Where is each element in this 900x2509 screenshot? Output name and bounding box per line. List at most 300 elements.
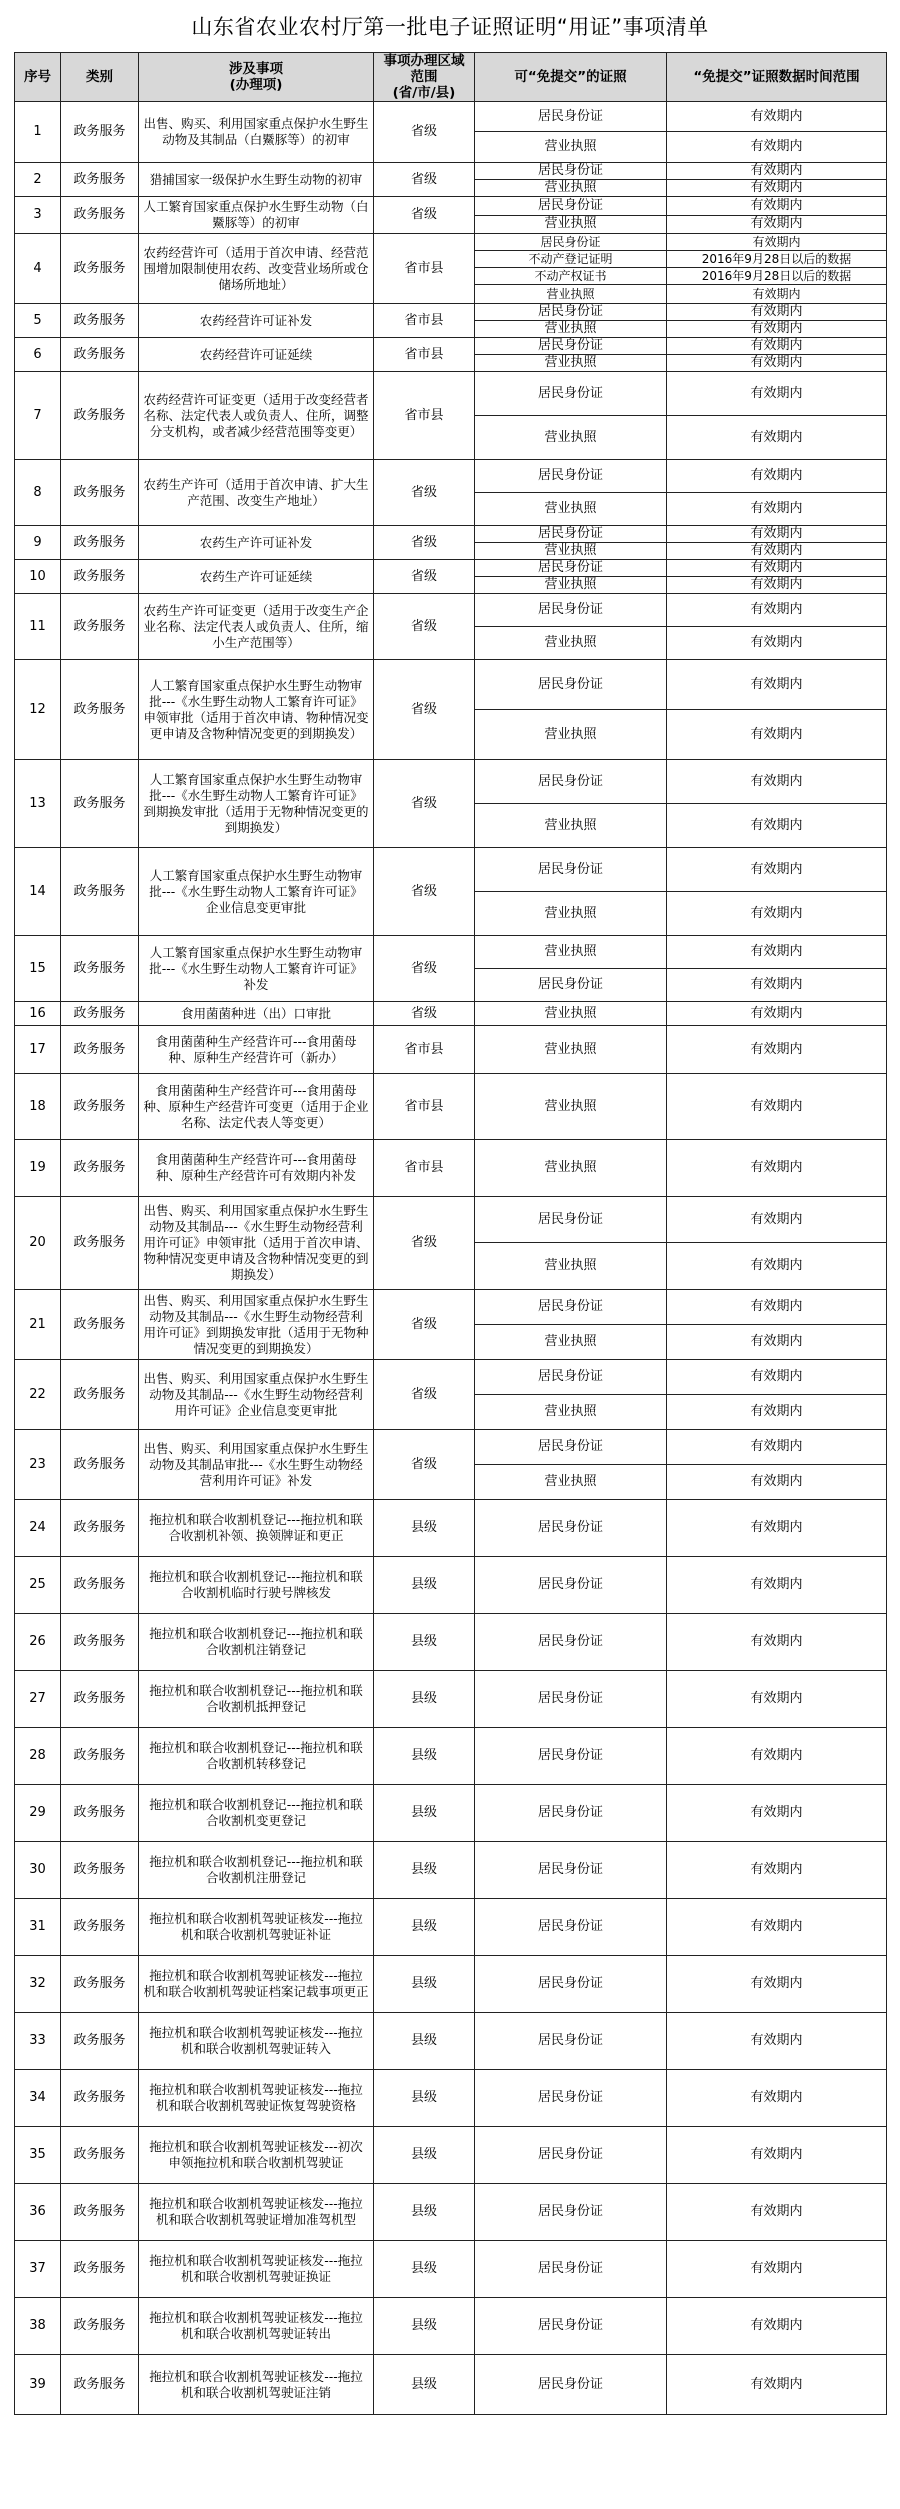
cert-scope: 有效期内 [667, 1500, 887, 1557]
table-row [15, 848, 887, 892]
cert-scope: 有效期内 [667, 2013, 887, 2070]
table-row [15, 163, 887, 180]
table-row [15, 234, 887, 251]
table-row [15, 760, 887, 804]
cert-scope: 有效期内 [667, 338, 887, 355]
row-region: 省级 [374, 560, 475, 594]
row-region: 省市县 [374, 1026, 475, 1074]
row-category: 政务服务 [61, 1899, 139, 1956]
row-item: 拖拉机和联合收割机登记---拖拉机和联合收割机临时行驶号牌核发 [139, 1557, 374, 1614]
row-number: 36 [15, 2184, 61, 2241]
row-region: 省市县 [374, 372, 475, 460]
table-row [15, 1140, 887, 1197]
cert-name: 居民身份证 [475, 2070, 667, 2127]
row-number: 7 [15, 372, 61, 460]
cert-name: 居民身份证 [475, 969, 667, 1002]
cert-name: 营业执照 [475, 543, 667, 560]
cert-name: 居民身份证 [475, 1500, 667, 1557]
table-row [15, 338, 887, 355]
row-item: 出售、购买、利用国家重点保护水生野生动物及其制品---《水生野生动物经营利用许可证》申领审批（适用于首次申请、物种情况变更申请及含物种情况变更的到期换发） [139, 1197, 374, 1290]
row-item: 人工繁育国家重点保护水生野生动物审批---《水生野生动物人工繁育许可证》补发 [139, 936, 374, 1002]
row-item: 农药经营许可（适用于首次申请、经营范围增加限制使用农药、改变营业场所或仓储场所地址） [139, 234, 374, 304]
cert-name: 居民身份证 [475, 2241, 667, 2298]
row-region: 省级 [374, 1360, 475, 1430]
cert-name: 营业执照 [475, 355, 667, 372]
row-item: 食用菌菌种生产经营许可---食用菌母种、原种生产经营许可变更（适用于企业名称、法定代表人等变更） [139, 1074, 374, 1140]
row-number: 34 [15, 2070, 61, 2127]
cert-scope: 有效期内 [667, 526, 887, 543]
cert-scope: 有效期内 [667, 197, 887, 216]
cert-name: 不动产权证书 [475, 268, 667, 285]
row-region: 省级 [374, 1290, 475, 1360]
row-region: 省级 [374, 1002, 475, 1026]
cert-name: 居民身份证 [475, 1842, 667, 1899]
cert-scope: 有效期内 [667, 1325, 887, 1360]
item-table [14, 52, 887, 2415]
row-item: 食用菌菌种进（出）口审批 [139, 1002, 374, 1026]
cert-name: 居民身份证 [475, 1785, 667, 1842]
row-category: 政务服务 [61, 2184, 139, 2241]
row-category: 政务服务 [61, 197, 139, 234]
cert-name: 居民身份证 [475, 304, 667, 321]
table-row [15, 1360, 887, 1395]
table-row [15, 2184, 887, 2241]
row-number: 10 [15, 560, 61, 594]
row-category: 政务服务 [61, 848, 139, 936]
row-number: 15 [15, 936, 61, 1002]
cert-name: 居民身份证 [475, 660, 667, 710]
cert-name: 营业执照 [475, 1074, 667, 1140]
table-row [15, 1500, 887, 1557]
cert-scope: 有效期内 [667, 2127, 887, 2184]
cert-name: 营业执照 [475, 132, 667, 163]
row-item: 出售、购买、利用国家重点保护水生野生动物及其制品审批---《水生野生动物经营利用许可证》补发 [139, 1430, 374, 1500]
row-item: 拖拉机和联合收割机驾驶证核发---拖拉机和联合收割机驾驶证换证 [139, 2241, 374, 2298]
row-region: 省级 [374, 460, 475, 526]
row-number: 33 [15, 2013, 61, 2070]
row-category: 政务服务 [61, 1785, 139, 1842]
row-item: 出售、购买、利用国家重点保护水生野生动物及其制品（白鱀豚等）的初审 [139, 102, 374, 163]
cert-scope: 有效期内 [667, 760, 887, 804]
cert-scope: 有效期内 [667, 1728, 887, 1785]
cert-scope: 有效期内 [667, 848, 887, 892]
table-row [15, 594, 887, 627]
cert-scope: 有效期内 [667, 2241, 887, 2298]
cert-scope: 有效期内 [667, 1290, 887, 1325]
row-item: 人工繁育国家重点保护水生野生动物审批---《水生野生动物人工繁育许可证》到期换发审批（适用于无物种情况变更的到期换发） [139, 760, 374, 848]
row-region: 省级 [374, 526, 475, 560]
table-row [15, 526, 887, 543]
row-item: 农药经营许可证补发 [139, 304, 374, 338]
row-item: 拖拉机和联合收割机驾驶证核发---拖拉机和联合收割机驾驶证转入 [139, 2013, 374, 2070]
row-category: 政务服务 [61, 760, 139, 848]
row-category: 政务服务 [61, 1360, 139, 1430]
row-category: 政务服务 [61, 936, 139, 1002]
cert-name: 营业执照 [475, 710, 667, 760]
cert-name: 营业执照 [475, 215, 667, 234]
table-row [15, 460, 887, 493]
cert-name: 营业执照 [475, 180, 667, 197]
cert-name: 居民身份证 [475, 1557, 667, 1614]
table-row [15, 2013, 887, 2070]
row-region: 省级 [374, 1430, 475, 1500]
table-row [15, 1785, 887, 1842]
table-row [15, 2355, 887, 2415]
table-row [15, 1074, 887, 1140]
row-category: 政务服务 [61, 1140, 139, 1197]
cert-scope: 有效期内 [667, 594, 887, 627]
row-region: 县级 [374, 2013, 475, 2070]
cert-name: 居民身份证 [475, 1197, 667, 1243]
cert-name: 居民身份证 [475, 372, 667, 416]
cert-name: 居民身份证 [475, 163, 667, 180]
cert-scope: 2016年9月28日以后的数据 [667, 268, 887, 285]
row-item: 猎捕国家一级保护水生野生动物的初审 [139, 163, 374, 197]
cert-scope: 有效期内 [667, 2070, 887, 2127]
cert-scope: 有效期内 [667, 1557, 887, 1614]
row-category: 政务服务 [61, 2355, 139, 2415]
cert-name: 营业执照 [475, 416, 667, 460]
cert-name: 营业执照 [475, 1243, 667, 1290]
table-row [15, 1956, 887, 2013]
table-row [15, 1899, 887, 1956]
row-item: 出售、购买、利用国家重点保护水生野生动物及其制品---《水生野生动物经营利用许可证》企业信息变更审批 [139, 1360, 374, 1430]
cert-scope: 有效期内 [667, 560, 887, 577]
table-row [15, 2127, 887, 2184]
row-number: 39 [15, 2355, 61, 2415]
row-item: 农药生产许可证补发 [139, 526, 374, 560]
cert-name: 居民身份证 [475, 594, 667, 627]
row-category: 政务服务 [61, 460, 139, 526]
header-category: 类别 [61, 53, 139, 102]
cert-name: 居民身份证 [475, 1614, 667, 1671]
cert-name: 营业执照 [475, 577, 667, 594]
cert-name: 营业执照 [475, 1395, 667, 1430]
row-number: 30 [15, 1842, 61, 1899]
row-item: 人工繁育国家重点保护水生野生动物审批---《水生野生动物人工繁育许可证》申领审批（适用于首次申请、物种情况变更申请及含物种情况变更的到期换发） [139, 660, 374, 760]
table-row [15, 936, 887, 969]
row-category: 政务服务 [61, 338, 139, 372]
row-item: 农药生产许可证变更（适用于改变生产企业名称、法定代表人或负责人、住所，缩小生产范围等） [139, 594, 374, 660]
row-item: 拖拉机和联合收割机登记---拖拉机和联合收割机转移登记 [139, 1728, 374, 1785]
row-number: 38 [15, 2298, 61, 2355]
row-region: 省级 [374, 197, 475, 234]
row-number: 4 [15, 234, 61, 304]
row-number: 22 [15, 1360, 61, 1430]
cert-scope: 有效期内 [667, 493, 887, 526]
row-item: 食用菌菌种生产经营许可---食用菌母种、原种生产经营许可有效期内补发 [139, 1140, 374, 1197]
cert-name: 营业执照 [475, 1325, 667, 1360]
cert-scope: 有效期内 [667, 355, 887, 372]
cert-name: 居民身份证 [475, 234, 667, 251]
row-category: 政务服务 [61, 1614, 139, 1671]
row-number: 31 [15, 1899, 61, 1956]
row-number: 1 [15, 102, 61, 163]
cert-scope: 有效期内 [667, 804, 887, 848]
cert-name: 居民身份证 [475, 560, 667, 577]
row-number: 24 [15, 1500, 61, 1557]
row-category: 政务服务 [61, 660, 139, 760]
row-item: 拖拉机和联合收割机驾驶证核发---拖拉机和联合收割机驾驶证恢复驾驶资格 [139, 2070, 374, 2127]
table-wrapper [14, 52, 886, 2415]
table-row [15, 1430, 887, 1465]
row-number: 12 [15, 660, 61, 760]
row-category: 政务服务 [61, 372, 139, 460]
cert-scope: 有效期内 [667, 234, 887, 251]
cert-name: 居民身份证 [475, 1360, 667, 1395]
row-category: 政务服务 [61, 526, 139, 560]
header-item: 涉及事项 (办理项) [139, 53, 374, 102]
row-item: 农药经营许可证延续 [139, 338, 374, 372]
cert-name: 营业执照 [475, 1465, 667, 1500]
row-item: 农药经营许可证变更（适用于改变经营者名称、法定代表人或负责人、住所，调整分支机构，或者减少经营范围等变更） [139, 372, 374, 460]
cert-scope: 有效期内 [667, 1002, 887, 1026]
row-category: 政务服务 [61, 1002, 139, 1026]
table-row [15, 2070, 887, 2127]
header-cert: 可“免提交”的证照 [475, 53, 667, 102]
table-body [15, 102, 887, 2415]
row-region: 县级 [374, 2241, 475, 2298]
cert-name: 营业执照 [475, 493, 667, 526]
row-number: 6 [15, 338, 61, 372]
row-item: 人工繁育国家重点保护水生野生动物（白鱀豚等）的初审 [139, 197, 374, 234]
row-number: 14 [15, 848, 61, 936]
row-number: 25 [15, 1557, 61, 1614]
row-number: 17 [15, 1026, 61, 1074]
row-category: 政务服务 [61, 1290, 139, 1360]
row-item: 人工繁育国家重点保护水生野生动物审批---《水生野生动物人工繁育许可证》企业信息变更审批 [139, 848, 374, 936]
row-category: 政务服务 [61, 594, 139, 660]
row-region: 县级 [374, 1671, 475, 1728]
cert-scope: 有效期内 [667, 1614, 887, 1671]
row-category: 政务服务 [61, 1500, 139, 1557]
row-region: 县级 [374, 1956, 475, 2013]
table-row [15, 2298, 887, 2355]
cert-scope: 有效期内 [667, 2355, 887, 2415]
cert-scope: 有效期内 [667, 577, 887, 594]
table-row [15, 1842, 887, 1899]
row-item: 食用菌菌种生产经营许可---食用菌母种、原种生产经营许可（新办） [139, 1026, 374, 1074]
row-region: 县级 [374, 2127, 475, 2184]
row-region: 县级 [374, 2184, 475, 2241]
table-row [15, 304, 887, 321]
row-region: 省市县 [374, 1074, 475, 1140]
table-row [15, 1728, 887, 1785]
row-item: 拖拉机和联合收割机登记---拖拉机和联合收割机变更登记 [139, 1785, 374, 1842]
cert-name: 不动产登记证明 [475, 251, 667, 268]
row-number: 21 [15, 1290, 61, 1360]
row-item: 拖拉机和联合收割机登记---拖拉机和联合收割机抵押登记 [139, 1671, 374, 1728]
cert-scope: 有效期内 [667, 2298, 887, 2355]
cert-name: 居民身份证 [475, 1671, 667, 1728]
row-number: 11 [15, 594, 61, 660]
cert-scope: 有效期内 [667, 936, 887, 969]
row-region: 省级 [374, 848, 475, 936]
cert-name: 居民身份证 [475, 2355, 667, 2415]
cert-scope: 有效期内 [667, 1785, 887, 1842]
row-item: 农药生产许可（适用于首次申请、扩大生产范围、改变生产地址） [139, 460, 374, 526]
row-number: 18 [15, 1074, 61, 1140]
row-item: 拖拉机和联合收割机登记---拖拉机和联合收割机注销登记 [139, 1614, 374, 1671]
cert-scope: 有效期内 [667, 892, 887, 936]
row-region: 县级 [374, 1785, 475, 1842]
cert-scope: 有效期内 [667, 460, 887, 493]
row-region: 县级 [374, 1614, 475, 1671]
row-item: 出售、购买、利用国家重点保护水生野生动物及其制品---《水生野生动物经营利用许可证》到期换发审批（适用于无物种情况变更的到期换发） [139, 1290, 374, 1360]
table-row [15, 560, 887, 577]
page-title: 山东省农业农村厅第一批电子证照证明“用证”事项清单 [191, 15, 709, 39]
row-number: 2 [15, 163, 61, 197]
row-category: 政务服务 [61, 1728, 139, 1785]
cert-scope: 有效期内 [667, 1197, 887, 1243]
cert-name: 居民身份证 [475, 526, 667, 543]
cert-name: 居民身份证 [475, 1728, 667, 1785]
cert-scope: 有效期内 [667, 710, 887, 760]
cert-name: 居民身份证 [475, 2013, 667, 2070]
row-category: 政务服务 [61, 1842, 139, 1899]
row-number: 29 [15, 1785, 61, 1842]
row-category: 政务服务 [61, 2127, 139, 2184]
row-region: 省级 [374, 1197, 475, 1290]
row-item: 拖拉机和联合收割机登记---拖拉机和联合收割机补领、换领牌证和更正 [139, 1500, 374, 1557]
row-category: 政务服务 [61, 1026, 139, 1074]
row-region: 省级 [374, 760, 475, 848]
row-category: 政务服务 [61, 102, 139, 163]
row-item: 拖拉机和联合收割机驾驶证核发---拖拉机和联合收割机驾驶证补证 [139, 1899, 374, 1956]
row-number: 27 [15, 1671, 61, 1728]
cert-scope: 有效期内 [667, 2184, 887, 2241]
cert-scope: 有效期内 [667, 1360, 887, 1395]
row-item: 拖拉机和联合收割机驾驶证核发---初次申领拖拉机和联合收割机驾驶证 [139, 2127, 374, 2184]
row-category: 政务服务 [61, 1197, 139, 1290]
row-region: 县级 [374, 1557, 475, 1614]
cert-name: 居民身份证 [475, 1290, 667, 1325]
row-item: 拖拉机和联合收割机驾驶证核发---拖拉机和联合收割机驾驶证档案记载事项更正 [139, 1956, 374, 2013]
cert-name: 居民身份证 [475, 2298, 667, 2355]
cert-scope: 有效期内 [667, 1074, 887, 1140]
table-row [15, 1557, 887, 1614]
row-region: 县级 [374, 2298, 475, 2355]
header-row [15, 53, 887, 102]
cert-scope: 有效期内 [667, 132, 887, 163]
row-category: 政务服务 [61, 1671, 139, 1728]
row-category: 政务服务 [61, 2241, 139, 2298]
row-region: 省级 [374, 163, 475, 197]
cert-name: 居民身份证 [475, 2184, 667, 2241]
header-no: 序号 [15, 53, 61, 102]
cert-scope: 有效期内 [667, 1430, 887, 1465]
row-region: 县级 [374, 1500, 475, 1557]
row-category: 政务服务 [61, 234, 139, 304]
cert-name: 居民身份证 [475, 338, 667, 355]
cert-scope: 有效期内 [667, 1956, 887, 2013]
table-row [15, 102, 887, 132]
row-category: 政务服务 [61, 304, 139, 338]
cert-name: 营业执照 [475, 285, 667, 304]
row-region: 省级 [374, 936, 475, 1002]
cert-scope: 有效期内 [667, 969, 887, 1002]
table-row [15, 1197, 887, 1243]
row-number: 3 [15, 197, 61, 234]
row-region: 省市县 [374, 338, 475, 372]
row-region: 省级 [374, 660, 475, 760]
cert-name: 居民身份证 [475, 1899, 667, 1956]
row-category: 政务服务 [61, 2070, 139, 2127]
cert-name: 居民身份证 [475, 197, 667, 216]
table-row [15, 1002, 887, 1026]
row-number: 28 [15, 1728, 61, 1785]
cert-scope: 有效期内 [667, 1465, 887, 1500]
row-region: 县级 [374, 1899, 475, 1956]
row-category: 政务服务 [61, 1557, 139, 1614]
table-row [15, 1614, 887, 1671]
row-number: 8 [15, 460, 61, 526]
cert-scope: 有效期内 [667, 1842, 887, 1899]
row-region: 县级 [374, 1842, 475, 1899]
cert-name: 营业执照 [475, 936, 667, 969]
cert-name: 居民身份证 [475, 1956, 667, 2013]
cert-scope: 有效期内 [667, 285, 887, 304]
row-number: 32 [15, 1956, 61, 2013]
row-number: 37 [15, 2241, 61, 2298]
row-region: 县级 [374, 2070, 475, 2127]
cert-scope: 有效期内 [667, 660, 887, 710]
row-category: 政务服务 [61, 1956, 139, 2013]
row-number: 16 [15, 1002, 61, 1026]
row-region: 省市县 [374, 234, 475, 304]
table-row [15, 660, 887, 710]
table-row [15, 1026, 887, 1074]
header-scope: “免提交”证照数据时间范围 [667, 53, 887, 102]
cert-name: 营业执照 [475, 1026, 667, 1074]
cert-scope: 有效期内 [667, 1899, 887, 1956]
row-category: 政务服务 [61, 1074, 139, 1140]
cert-name: 居民身份证 [475, 760, 667, 804]
cert-scope: 有效期内 [667, 215, 887, 234]
row-number: 13 [15, 760, 61, 848]
cert-scope: 有效期内 [667, 1140, 887, 1197]
header-region: 事项办理区域范围 (省/市/县) [374, 53, 475, 102]
row-category: 政务服务 [61, 560, 139, 594]
row-region: 县级 [374, 2355, 475, 2415]
row-category: 政务服务 [61, 163, 139, 197]
cert-name: 居民身份证 [475, 2127, 667, 2184]
cert-scope: 有效期内 [667, 163, 887, 180]
row-number: 35 [15, 2127, 61, 2184]
cert-scope: 有效期内 [667, 372, 887, 416]
row-item: 拖拉机和联合收割机驾驶证核发---拖拉机和联合收割机驾驶证转出 [139, 2298, 374, 2355]
cert-name: 居民身份证 [475, 1430, 667, 1465]
row-item: 拖拉机和联合收割机驾驶证核发---拖拉机和联合收割机驾驶证增加准驾机型 [139, 2184, 374, 2241]
cert-name: 居民身份证 [475, 460, 667, 493]
cert-scope: 有效期内 [667, 180, 887, 197]
cert-name: 营业执照 [475, 627, 667, 660]
cert-scope: 有效期内 [667, 1026, 887, 1074]
cert-name: 营业执照 [475, 1002, 667, 1026]
row-region: 省市县 [374, 1140, 475, 1197]
cert-name: 居民身份证 [475, 848, 667, 892]
row-item: 拖拉机和联合收割机驾驶证核发---拖拉机和联合收割机驾驶证注销 [139, 2355, 374, 2415]
cert-scope: 有效期内 [667, 1395, 887, 1430]
cert-scope: 有效期内 [667, 627, 887, 660]
cert-scope: 有效期内 [667, 416, 887, 460]
row-number: 9 [15, 526, 61, 560]
cert-scope: 有效期内 [667, 102, 887, 132]
row-region: 省级 [374, 102, 475, 163]
cert-scope: 有效期内 [667, 304, 887, 321]
table-row [15, 372, 887, 416]
row-region: 县级 [374, 1728, 475, 1785]
